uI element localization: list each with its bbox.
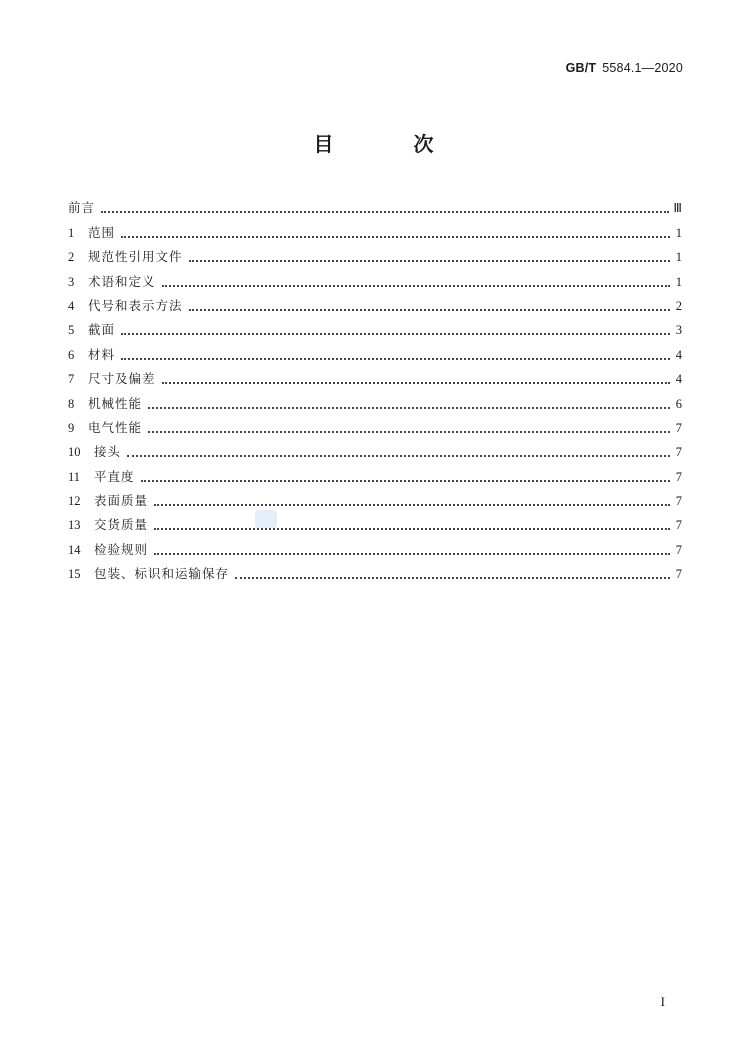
- toc-entry-label: 交货质量: [94, 517, 149, 533]
- toc-entry-number: 4: [68, 298, 75, 313]
- toc-leader-dots: [121, 323, 670, 335]
- page-title: 目 次: [313, 132, 464, 156]
- toc-entry[interactable]: [68, 216, 682, 240]
- toc-leader-dots: [127, 445, 670, 457]
- toc-entry-number: 14: [68, 542, 81, 557]
- toc-leader-dots: [148, 397, 670, 409]
- toc-entry-page: 2: [675, 298, 682, 313]
- standard-code: [566, 61, 683, 75]
- toc-entry-number: 13: [68, 518, 81, 533]
- standard-code-number: 5584.1—2020: [602, 61, 683, 75]
- toc-entry-page: 7: [675, 494, 682, 509]
- toc-entry-page: 1: [675, 274, 682, 289]
- toc-leader-dots: [121, 226, 670, 238]
- toc-entry[interactable]: [68, 241, 682, 265]
- toc-entry-number: 15: [68, 567, 81, 582]
- toc-entry-label: 截面: [88, 322, 116, 338]
- toc-entry-page: 4: [675, 347, 682, 362]
- toc-leader-dots: [162, 372, 670, 384]
- toc-entry-label: 范围: [88, 224, 116, 240]
- toc-entry-label: 前言: [68, 200, 96, 216]
- toc-leader-dots: [162, 275, 670, 287]
- toc-entry-label: 包装、标识和运输保存: [94, 566, 230, 582]
- toc-entry[interactable]: [68, 412, 682, 436]
- toc-entry-label: 检验规则: [94, 541, 149, 557]
- toc-entry-number: 7: [68, 372, 75, 387]
- toc-entry-label: 电气性能: [88, 419, 143, 435]
- toc-entry-label: 尺寸及偏差: [88, 371, 156, 387]
- toc-entry-preface[interactable]: [68, 192, 682, 216]
- toc-entry-number: 11: [68, 469, 81, 484]
- standard-code-prefix: GB/T: [565, 61, 597, 75]
- table-of-contents: [68, 192, 682, 582]
- toc-entry-number: 8: [68, 396, 75, 411]
- toc-leader-dots: [154, 494, 670, 506]
- toc-leader-dots: [189, 299, 670, 311]
- toc-entry-page: 3: [675, 323, 682, 338]
- toc-entry[interactable]: [68, 460, 682, 484]
- toc-entry-number: 2: [68, 250, 75, 265]
- toc-entry-number: 1: [68, 225, 75, 240]
- toc-entry[interactable]: [68, 290, 682, 314]
- toc-entry[interactable]: [68, 558, 682, 582]
- toc-entry-label: 表面质量: [94, 493, 149, 509]
- toc-entry[interactable]: [68, 485, 682, 509]
- toc-leader-dots: [154, 543, 670, 555]
- toc-entry-number: 3: [68, 274, 75, 289]
- toc-entry-label: 术语和定义: [88, 273, 156, 289]
- toc-entry-label: 材料: [88, 346, 116, 362]
- toc-entry[interactable]: [68, 265, 682, 289]
- toc-entry-page: 7: [675, 420, 682, 435]
- footer-page-number: I: [660, 994, 665, 1009]
- toc-entry-page: 6: [675, 396, 682, 411]
- toc-entry[interactable]: [68, 314, 682, 338]
- toc-leader-dots: [189, 250, 670, 262]
- toc-entry-number: 10: [68, 445, 81, 460]
- toc-entry-page: 7: [675, 445, 682, 460]
- toc-entry-number: 5: [68, 323, 75, 338]
- toc-entry-page: 1: [675, 225, 682, 240]
- toc-entry-page: 7: [675, 518, 682, 533]
- toc-entry[interactable]: [68, 436, 682, 460]
- toc-leader-dots: [235, 567, 670, 579]
- toc-entry[interactable]: [68, 363, 682, 387]
- toc-entry-label: 机械性能: [88, 395, 143, 411]
- toc-entry-page: 1: [675, 250, 682, 265]
- toc-leader-dots: [148, 421, 670, 433]
- toc-entry-page: 7: [675, 542, 682, 557]
- toc-leader-dots: [141, 470, 670, 482]
- toc-entry[interactable]: [68, 509, 682, 533]
- toc-entry-page: Ⅲ: [673, 201, 682, 216]
- toc-entry-number: 6: [68, 347, 75, 362]
- toc-entry-page: 7: [675, 567, 682, 582]
- toc-entry-page: 7: [675, 469, 682, 484]
- toc-entry-number: 12: [68, 494, 81, 509]
- toc-entry-label: 代号和表示方法: [88, 297, 183, 313]
- toc-entry-label: 规范性引用文件: [88, 249, 183, 265]
- toc-entry[interactable]: [68, 338, 682, 362]
- toc-leader-dots: [154, 518, 670, 530]
- toc-entry[interactable]: [68, 387, 682, 411]
- toc-entry-label: 接头: [94, 444, 122, 460]
- toc-entry-label: 平直度: [94, 468, 135, 484]
- toc-entry-page: 4: [675, 372, 682, 387]
- toc-leader-dots: [121, 348, 670, 360]
- toc-leader-dots: [101, 201, 669, 213]
- toc-entry[interactable]: [68, 533, 682, 557]
- toc-entry-number: 9: [68, 420, 75, 435]
